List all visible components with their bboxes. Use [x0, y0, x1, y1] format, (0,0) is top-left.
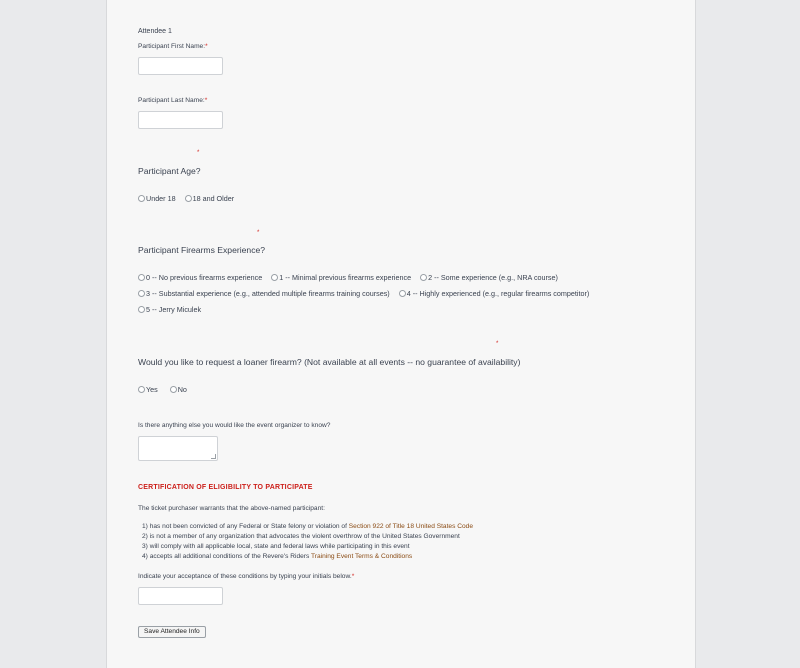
certification-list [142, 522, 473, 562]
experience-options-row-3 [138, 305, 210, 314]
age-option-under-18[interactable]: Under 18 [138, 194, 176, 203]
terms-conditions-link[interactable]: Training Event Terms & Conditions [311, 553, 413, 560]
experience-option-2[interactable]: 2 -- Some experience (e.g., NRA course) [420, 273, 558, 282]
certification-title: CERTIFICATION OF ELIGIBILITY TO PARTICIPATE [138, 484, 313, 491]
radio-icon[interactable] [185, 195, 192, 202]
save-attendee-button[interactable]: Save Attendee Info [138, 626, 206, 638]
radio-icon[interactable] [138, 195, 145, 202]
experience-options-row-2 [138, 289, 598, 298]
radio-icon[interactable] [170, 386, 177, 393]
experience-option-4[interactable]: 4 -- Highly experienced (e.g., regular firearms competitor) [399, 289, 590, 298]
radio-icon[interactable] [138, 290, 145, 297]
radio-icon[interactable] [138, 386, 145, 393]
loaner-option-yes[interactable]: Yes [138, 385, 158, 394]
radio-icon[interactable] [420, 274, 427, 281]
anything-else-textarea[interactable] [138, 436, 218, 461]
radio-icon[interactable] [399, 290, 406, 297]
certification-item-2: 2) is not a member of any organization that advocates the violent overthrow of the United States Government [142, 533, 460, 540]
experience-option-3[interactable]: 3 -- Substantial experience (e.g., attended multiple firearms training courses) [138, 289, 390, 298]
radio-icon[interactable] [138, 274, 145, 281]
initials-label: Indicate your acceptance of these conditions by typing your initials below.* [138, 573, 355, 580]
first-name-label: Participant First Name:* [138, 43, 208, 50]
age-required-mark: * [197, 150, 200, 156]
experience-option-0[interactable]: 0 -- No previous firearms experience [138, 273, 262, 282]
certification-intro: The ticket purchaser warrants that the above-named participant: [138, 505, 325, 512]
experience-option-1[interactable]: 1 -- Minimal previous firearms experience [271, 273, 411, 282]
loaner-question: Would you like to request a loaner firearm? (Not available at all events -- no guarantee of availability) [138, 357, 521, 367]
section-922-link[interactable]: Section 922 of Title 18 United States Code [348, 523, 473, 530]
resize-grip-icon[interactable] [211, 454, 216, 459]
anything-else-label: Is there anything else you would like the event organizer to know? [138, 422, 331, 429]
age-options [138, 194, 243, 203]
certification-item-4: 4) accepts all additional conditions of the Revere's Riders Training Event Terms & Conditions [142, 553, 413, 560]
age-question: Participant Age? [138, 166, 201, 176]
certification-item-1: 1) has not been convicted of any Federal or State felony or violation of Section 922 of Title 18 United States Code [142, 523, 473, 530]
age-option-18-and-older[interactable]: 18 and Older [185, 194, 235, 203]
experience-option-5[interactable]: 5 -- Jerry Miculek [138, 305, 201, 314]
radio-icon[interactable] [138, 306, 145, 313]
last-name-input[interactable] [138, 111, 223, 129]
first-name-input[interactable] [138, 57, 223, 75]
loaner-options [138, 385, 196, 394]
certification-item-3: 3) will comply with all applicable local, state and federal laws while participating in this event [142, 543, 410, 550]
experience-required-mark: * [257, 230, 260, 236]
attendee-heading: Attendee 1 [138, 28, 172, 35]
loaner-required-mark: * [496, 341, 499, 347]
loaner-option-no[interactable]: No [170, 385, 187, 394]
initials-input[interactable] [138, 587, 223, 605]
last-name-label: Participant Last Name:* [138, 97, 208, 104]
experience-question: Participant Firearms Experience? [138, 245, 266, 255]
experience-options-row-1 [138, 273, 567, 282]
radio-icon[interactable] [271, 274, 278, 281]
